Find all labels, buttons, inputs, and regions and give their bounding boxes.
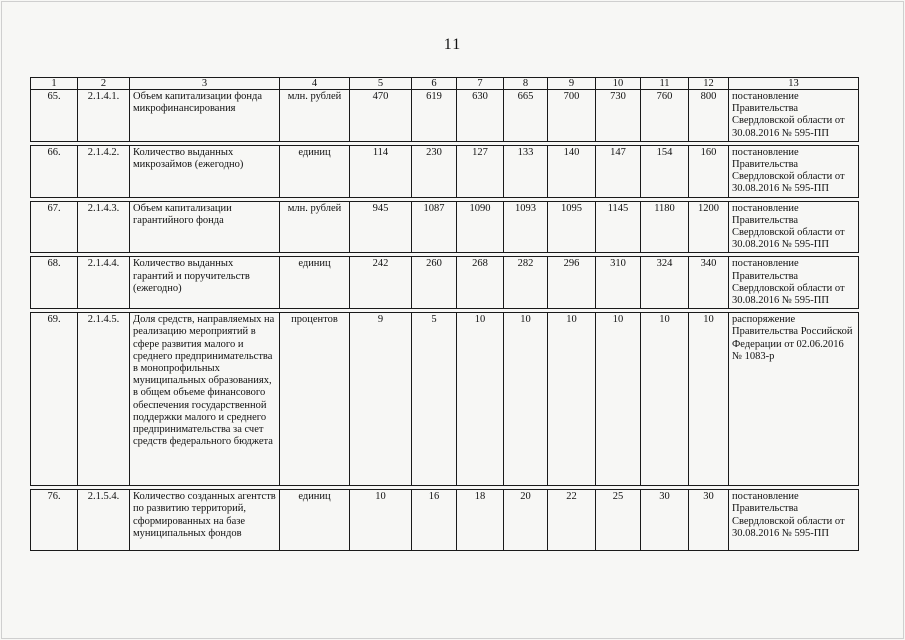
- value-cell: 730: [596, 90, 641, 142]
- value-cell: 630: [457, 90, 504, 142]
- row-number: 69.: [31, 313, 78, 486]
- value-cell: 5: [412, 313, 457, 486]
- header-cell: 13: [729, 78, 859, 90]
- header-cell: 6: [412, 78, 457, 90]
- value-cell: 10: [350, 490, 412, 551]
- value-cell: 296: [548, 257, 596, 309]
- value-cell: 18: [457, 490, 504, 551]
- header-cell: 7: [457, 78, 504, 90]
- row-code: 2.1.4.5.: [78, 313, 130, 486]
- header-cell: 9: [548, 78, 596, 90]
- indicator-table: [30, 77, 859, 551]
- indicator-name: Количество выданных гарантий и поручительств (ежегодно): [130, 257, 280, 309]
- value-cell: 700: [548, 90, 596, 142]
- value-cell: 1180: [641, 201, 689, 253]
- document-reference: постановление Правительства Свердловской области от 30.08.2016 № 595-ПП: [729, 490, 859, 551]
- value-cell: 619: [412, 90, 457, 142]
- value-cell: 1145: [596, 201, 641, 253]
- header-cell: 12: [689, 78, 729, 90]
- unit-cell: млн. рублей: [280, 90, 350, 142]
- row-code: 2.1.4.3.: [78, 201, 130, 253]
- table-row: [31, 490, 859, 551]
- table-row: [31, 201, 859, 253]
- header-cell: 4: [280, 78, 350, 90]
- value-cell: 9: [350, 313, 412, 486]
- value-cell: 10: [548, 313, 596, 486]
- value-cell: 282: [504, 257, 548, 309]
- indicator-name: Количество выданных микрозаймов (ежегодно): [130, 145, 280, 197]
- value-cell: 665: [504, 90, 548, 142]
- value-cell: 147: [596, 145, 641, 197]
- row-code: 2.1.4.2.: [78, 145, 130, 197]
- value-cell: 154: [641, 145, 689, 197]
- value-cell: 140: [548, 145, 596, 197]
- value-cell: 760: [641, 90, 689, 142]
- value-cell: 133: [504, 145, 548, 197]
- table-row: [31, 313, 859, 486]
- unit-cell: единиц: [280, 145, 350, 197]
- value-cell: 268: [457, 257, 504, 309]
- value-cell: 1090: [457, 201, 504, 253]
- value-cell: 160: [689, 145, 729, 197]
- value-cell: 340: [689, 257, 729, 309]
- document-reference: постановление Правительства Свердловской области от 30.08.2016 № 595-ПП: [729, 145, 859, 197]
- table-row: [31, 145, 859, 197]
- value-cell: 1087: [412, 201, 457, 253]
- header-cell: 3: [130, 78, 280, 90]
- value-cell: 20: [504, 490, 548, 551]
- document-reference: постановление Правительства Свердловской области от 30.08.2016 № 595-ПП: [729, 90, 859, 142]
- value-cell: 310: [596, 257, 641, 309]
- unit-cell: единиц: [280, 490, 350, 551]
- value-cell: 470: [350, 90, 412, 142]
- value-cell: 242: [350, 257, 412, 309]
- value-cell: 10: [641, 313, 689, 486]
- table-row: [31, 90, 859, 142]
- indicator-name: Количество созданных агентств по развитию территорий, сформированных на базе муниципальных фондов: [130, 490, 280, 551]
- value-cell: 10: [596, 313, 641, 486]
- value-cell: 1095: [548, 201, 596, 253]
- row-code: 2.1.4.1.: [78, 90, 130, 142]
- row-code: 2.1.5.4.: [78, 490, 130, 551]
- document-reference: постановление Правительства Свердловской области от 30.08.2016 № 595-ПП: [729, 257, 859, 309]
- value-cell: 945: [350, 201, 412, 253]
- header-cell: 8: [504, 78, 548, 90]
- header-cell: 2: [78, 78, 130, 90]
- indicator-name: Объем капитализации фонда микрофинансирования: [130, 90, 280, 142]
- value-cell: 10: [457, 313, 504, 486]
- header-cell: 1: [31, 78, 78, 90]
- indicator-name: Объем капитализации гарантийного фонда: [130, 201, 280, 253]
- header-cell: 5: [350, 78, 412, 90]
- value-cell: 22: [548, 490, 596, 551]
- row-number: 66.: [31, 145, 78, 197]
- value-cell: 1093: [504, 201, 548, 253]
- value-cell: 30: [641, 490, 689, 551]
- value-cell: 30: [689, 490, 729, 551]
- row-number: 67.: [31, 201, 78, 253]
- value-cell: 10: [504, 313, 548, 486]
- row-number: 68.: [31, 257, 78, 309]
- unit-cell: млн. рублей: [280, 201, 350, 253]
- value-cell: 260: [412, 257, 457, 309]
- value-cell: 114: [350, 145, 412, 197]
- unit-cell: процентов: [280, 313, 350, 486]
- document-reference: распоряжение Правительства Российской Федерации от 02.06.2016 № 1083-р: [729, 313, 859, 486]
- value-cell: 127: [457, 145, 504, 197]
- unit-cell: единиц: [280, 257, 350, 309]
- value-cell: 800: [689, 90, 729, 142]
- header-cell: 10: [596, 78, 641, 90]
- value-cell: 10: [689, 313, 729, 486]
- indicator-name: Доля средств, направляемых на реализацию мероприятий в сфере развития малого и среднего предпринимательства в монопрофильных муниципальных образованиях, в общем объеме финансового обеспечения государственной поддержки малого и среднего предпринимательства за счет средств федерального бюджета: [130, 313, 280, 486]
- value-cell: 25: [596, 490, 641, 551]
- value-cell: 324: [641, 257, 689, 309]
- row-number: 76.: [31, 490, 78, 551]
- table-row: [31, 257, 859, 309]
- row-code: 2.1.4.4.: [78, 257, 130, 309]
- value-cell: 16: [412, 490, 457, 551]
- value-cell: 1200: [689, 201, 729, 253]
- document-reference: постановление Правительства Свердловской области от 30.08.2016 № 595-ПП: [729, 201, 859, 253]
- row-number: 65.: [31, 90, 78, 142]
- page-number: 11: [443, 36, 462, 53]
- value-cell: 230: [412, 145, 457, 197]
- table-header-row: [31, 78, 859, 90]
- header-cell: 11: [641, 78, 689, 90]
